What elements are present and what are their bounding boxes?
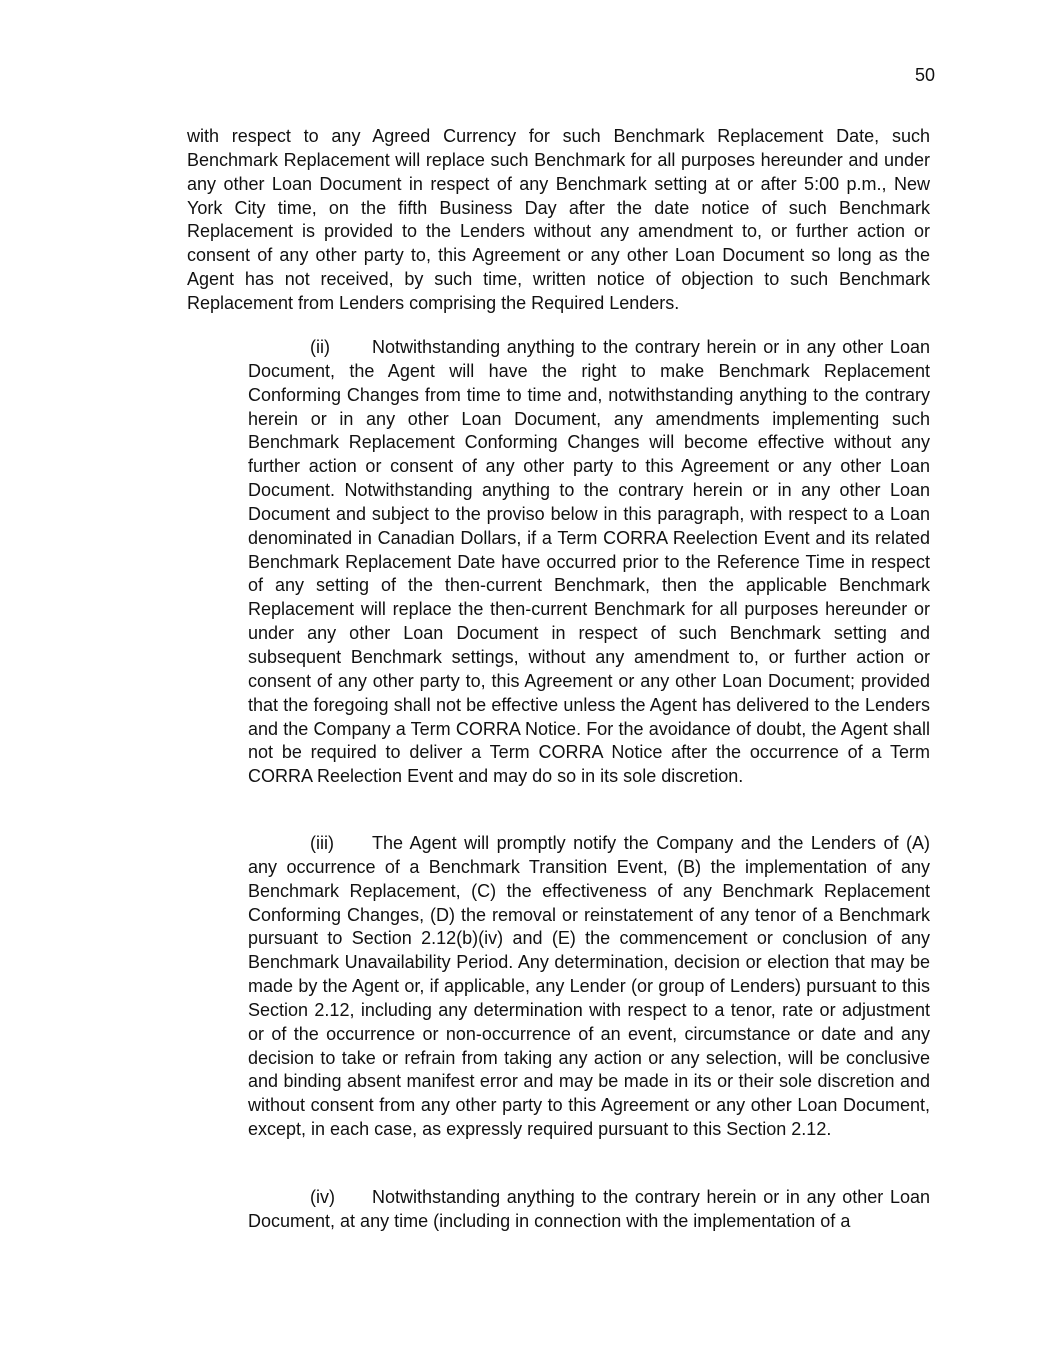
paragraph-iii-text: The Agent will promptly notify the Company and the Lenders of (A) any occurrence of a Benchmark Transition Event, (B) the implementation of any Benchmark Replacement, (C) the effectiveness of any Benchmark Replacement Conforming Changes, (D) the removal or reinstatement of any tenor of a Benchmark pursuant to Section 2.12(b)(iv) and (E) the commencement or conclusion of any Benchmark Unavailability Period. Any determination, decision or election that may be made by the Agent or, if applicable, any Lender (or group of Lenders) pursuant to this Section 2.12, including any determination with respect to a tenor, rate or adjustment or of the occurrence or non-occurrence of an event, circumstance or date and any decision to take or refrain from taking any action or any selection, will be conclusive and binding absent manifest error and may be made in its or their sole discretion and without consent from any other party to this Agreement or any other Loan Document, except, in each case, as expressly required pursuant to this Section 2.12. (248, 833, 930, 1140)
paragraph-iii (248, 832, 930, 1142)
paragraph-iv-marker: (iv) (310, 1187, 335, 1207)
paragraph-iii-marker: (iii) (310, 833, 334, 853)
page-number: 50 (914, 65, 935, 85)
paragraph-ii-text: Notwithstanding anything to the contrary herein or in any other Loan Document, the Agent will have the right to make Benchmark Replacement Conforming Changes from time to time and, notwithstanding anything to the contrary herein or in any other Loan Document, any amendments implementing such Benchmark Replacement Conforming Changes will become effective without any further action or consent of any other party to this Agreement or any other Loan Document. Notwithstanding anything to the contrary herein or in any other Loan Document and subject to the proviso below in this paragraph, with respect to a Loan denominated in Canadian Dollars, if a Term CORRA Reelection Event and its related Benchmark Replacement Date have occurred prior to the Reference Time in respect of any setting of the then-current Benchmark, then the applicable Benchmark Replacement will replace the then-current Benchmark for all purposes hereunder or under any other Loan Document in respect of such Benchmark setting and subsequent Benchmark settings, without any amendment to, or further action or consent of any other party to, this Agreement or any other Loan Document; provided that the foregoing shall not be effective unless the Agent has delivered to the Lenders and the Company a Term CORRA Notice. For the avoidance of doubt, the Agent shall not be required to deliver a Term CORRA Notice after the occurrence of a Term CORRA Reelection Event and may do so in its sole discretion. (248, 337, 930, 787)
paragraph-iv-text: Notwithstanding anything to the contrary herein or in any other Loan Document, at any time (including in connection with the implementation of a (248, 1187, 930, 1231)
paragraph-iv (248, 1186, 930, 1234)
paragraph-ii-marker: (ii) (310, 337, 330, 357)
paragraph-ii (248, 336, 930, 789)
paragraph-continuation: with respect to any Agreed Currency for such Benchmark Replacement Date, such Benchmark Replacement will replace such Benchmark for all purposes hereunder and under any other Loan Document in respect of any Benchmark setting at or after 5:00 p.m., New York City time, on the fifth Business Day after the date notice of such Benchmark Replacement is provided to the Lenders without any amendment to, or further action or consent of any other party to, this Agreement or any other Loan Document so long as the Agent has not received, by such time, written notice of objection to such Benchmark Replacement from Lenders comprising the Required Lenders. (187, 126, 930, 313)
